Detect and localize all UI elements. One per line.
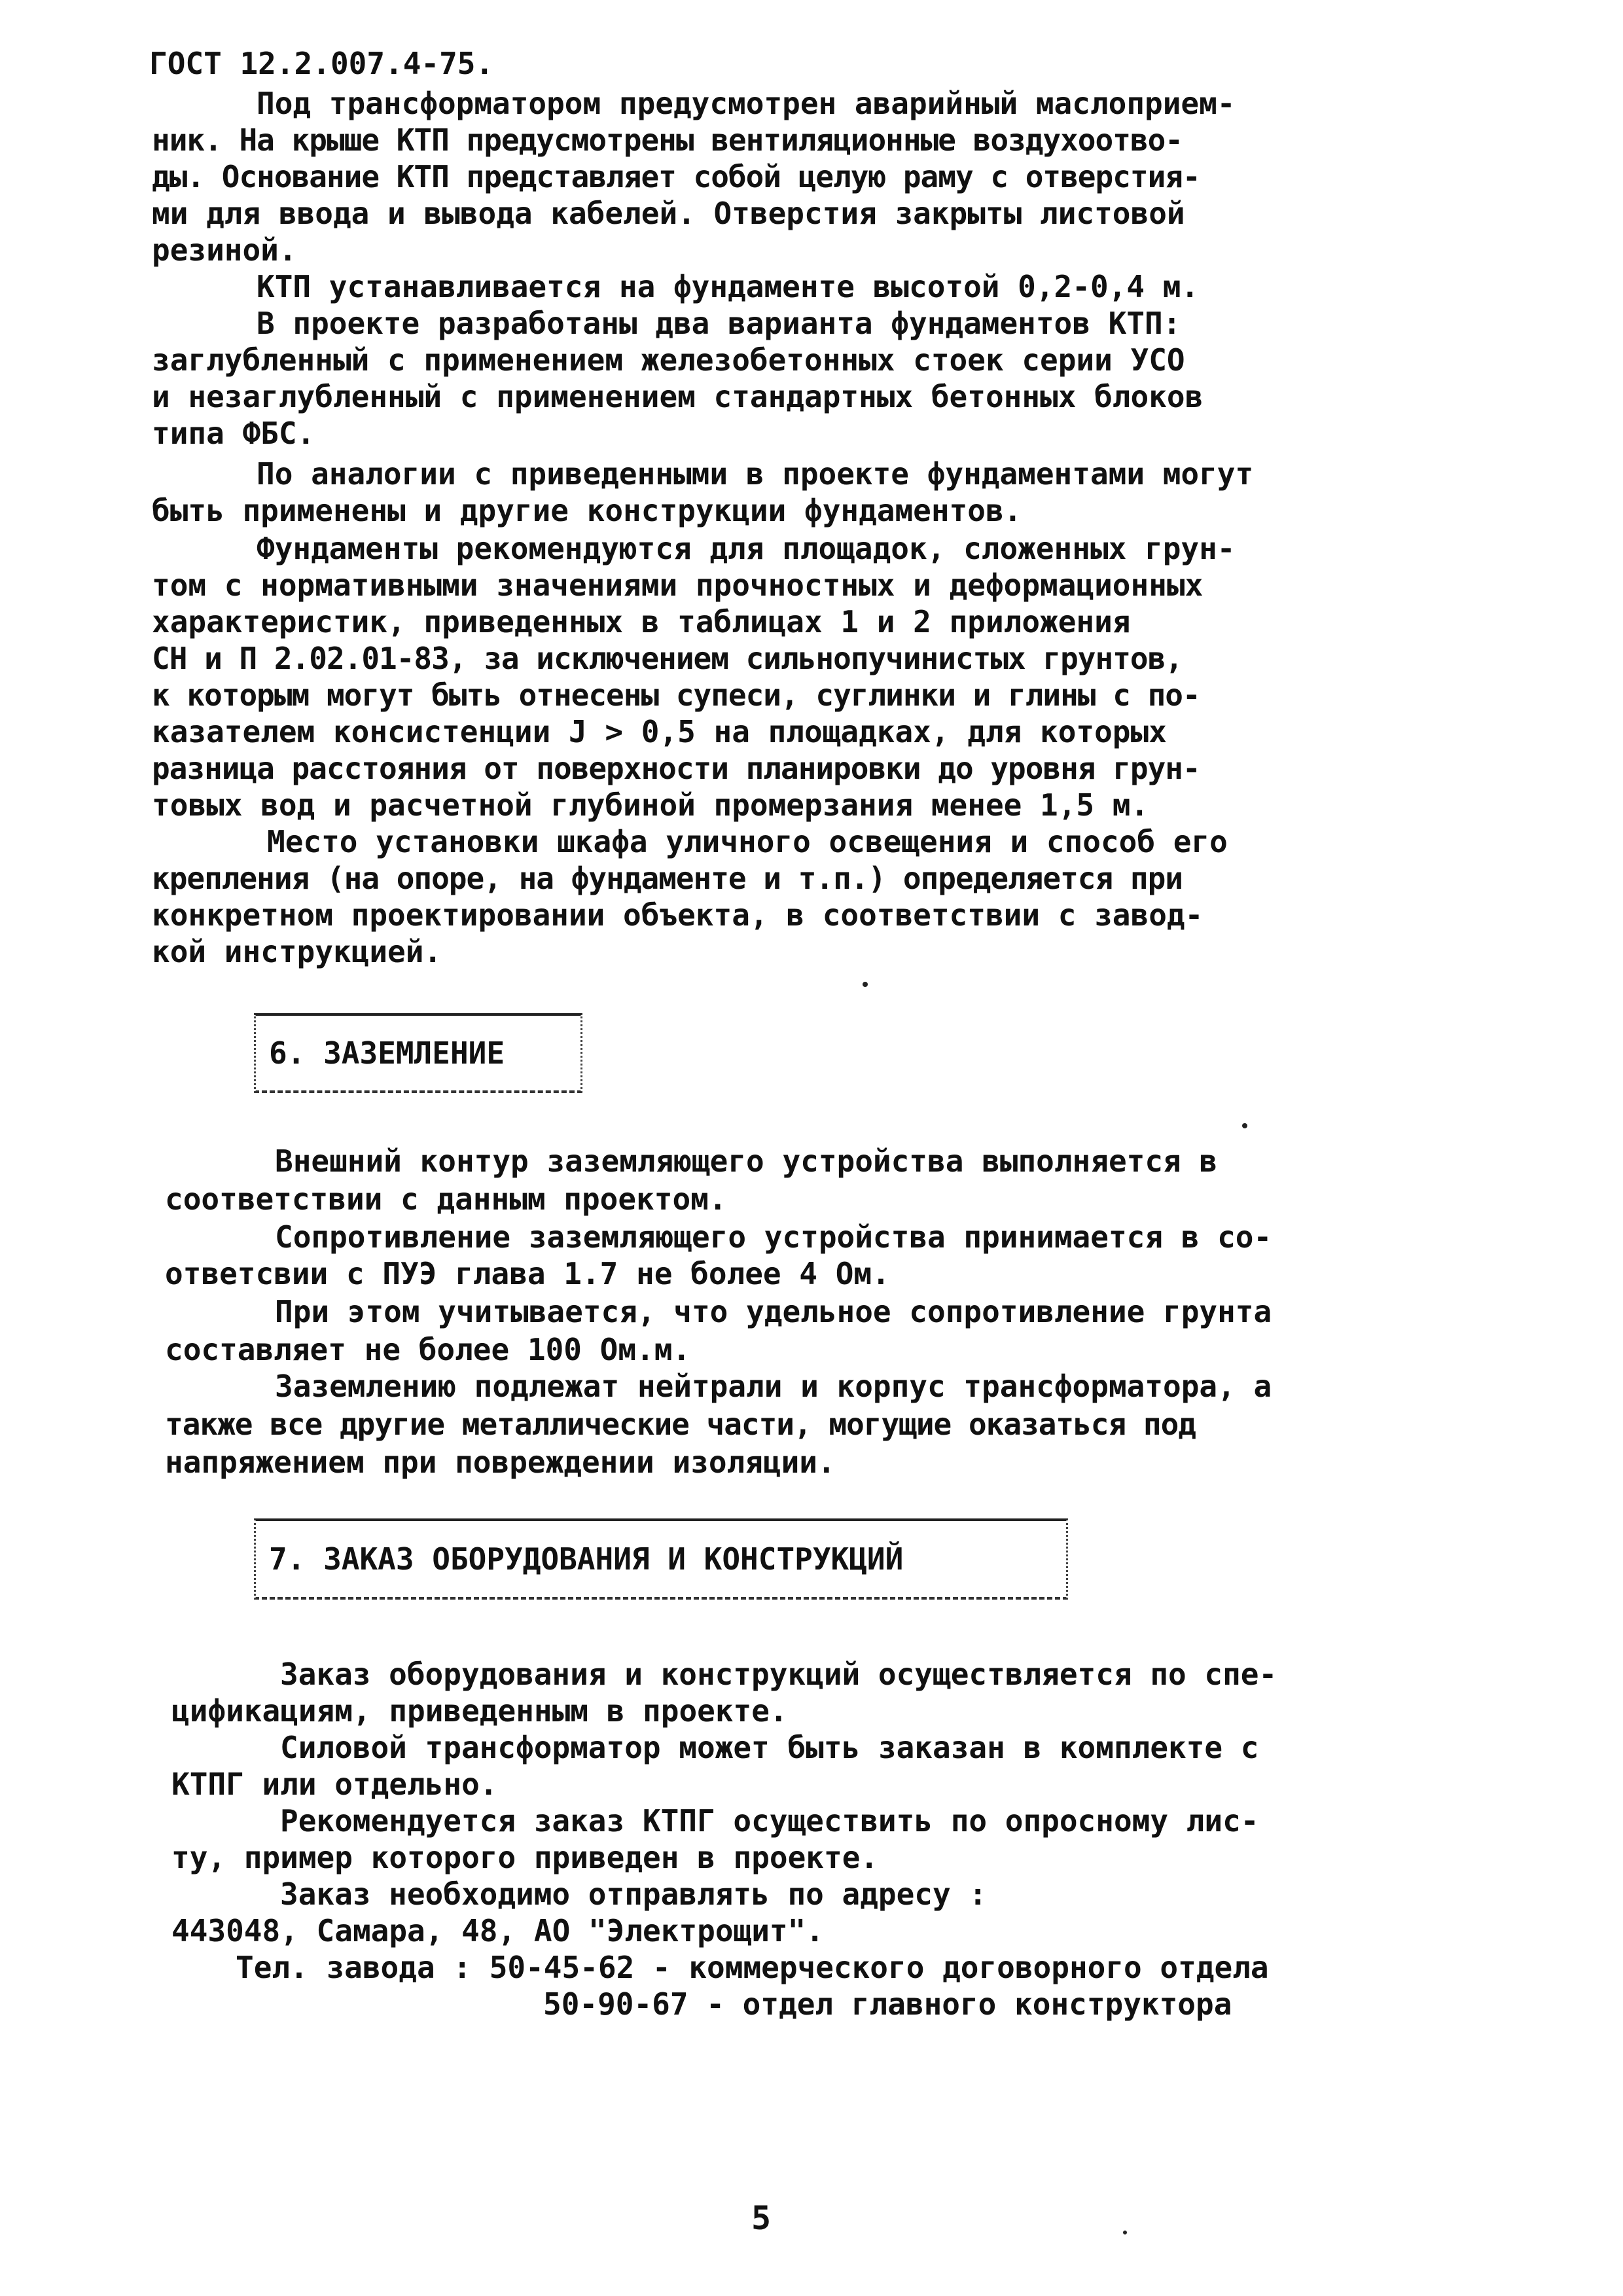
text-line: Заказ оборудования и конструкций осуществляется по спе- [280, 1657, 1277, 1692]
text-line: соответствии с данным проектом. [165, 1181, 727, 1217]
text-line: ник. На крыше КТП предусмотрены вентиляционные воздухоотво- [152, 122, 1183, 158]
text-line: напряжением при повреждении изоляции. [165, 1444, 836, 1480]
text-line: Сопротивление заземляющего устройства принимается в со- [275, 1219, 1272, 1255]
text-line: казателем консистенции J > 0,5 на площадках, для которых [152, 714, 1167, 749]
text-line: Фундаменты рекомендуются для площадок, сложенных грун- [257, 531, 1236, 566]
text-line: быть применены и другие конструкции фундаментов. [152, 493, 1022, 528]
text-line: СН и П 2.02.01-83, за исключением сильнопучинистых грунтов, [152, 641, 1183, 676]
text-line: и незаглубленный с применением стандартных бетонных блоков [152, 379, 1204, 414]
text-line: Внешний контур заземляющего устройства выполняется в [275, 1143, 1218, 1179]
text-line: конкретном проектировании объекта, в соответствии с завод- [152, 897, 1204, 933]
stray-mark [1242, 1123, 1247, 1128]
text-line: составляет не более 100 Ом.м. [165, 1332, 691, 1367]
text-line: заглубленный с применением железобетонных стоек серии УСО [152, 342, 1185, 378]
text-line: КТПГ или отдельно. [171, 1767, 498, 1802]
text-line: типа ФБС. [152, 416, 315, 451]
text-line: к которым могут быть отнесены супеси, суглинки и глины с по- [152, 677, 1200, 713]
text-line: Тел. завода : 50-45-62 - коммерческого договорного отдела [236, 1950, 1269, 1985]
text-line: Силовой трансформатор может быть заказан в комплекте с [280, 1730, 1259, 1765]
text-line: Заказ необходимо отправлять по адресу : [280, 1876, 988, 1912]
page-number: 5 [751, 2199, 772, 2237]
text-line: товых вод и расчетной глубиной промерзания менее 1,5 м. [152, 787, 1149, 823]
section-7-title: 7. ЗАКАЗ ОБОРУДОВАНИЯ И КОНСТРУКЦИЙ [269, 1541, 904, 1577]
text-line: По аналогии с приведенными в проекте фундаментами могут [257, 456, 1254, 492]
text-line: разница расстояния от поверхности планировки до уровня грун- [152, 751, 1200, 786]
text-line: резиной. [152, 232, 297, 268]
text-line: ту, пример которого приведен в проекте. [171, 1840, 879, 1875]
text-line: ды. Основание КТП представляет собой целую раму с отверстия- [152, 159, 1200, 194]
text-line: 443048, Самара, 48, АО "Электрощит". [171, 1913, 824, 1948]
section-7-box [254, 1518, 1068, 1600]
text-line: крепления (на опоре, на фундаменте и т.п.) определяется при [152, 861, 1183, 896]
text-line: Под трансформатором предусмотрен аварийный маслоприем- [257, 86, 1236, 121]
text-line: Рекомендуется заказ КТПГ осуществить по опросному лис- [280, 1803, 1259, 1839]
stray-mark [1123, 2231, 1127, 2234]
section-6-box [254, 1013, 582, 1093]
text-line: Место установки шкафа уличного освещения и способ его [267, 824, 1228, 859]
stray-mark [863, 982, 868, 987]
text-line: также все другие металлические части, могущие оказаться под [165, 1407, 1196, 1442]
document-header: ГОСТ 12.2.007.4-75. [149, 46, 494, 81]
text-line: Заземлению подлежат нейтрали и корпус трансформатора, а [275, 1369, 1272, 1404]
text-line: цификациям, приведенным в проекте. [171, 1693, 788, 1729]
text-line: характеристик, приведенных в таблицах 1 и 2 приложения [152, 604, 1131, 639]
text-line: том с нормативными значениями прочностных и деформационных [152, 567, 1204, 603]
section-6-title: 6. ЗАЗЕМЛЕНИЕ [269, 1035, 505, 1071]
text-line: При этом учитывается, что удельное сопротивление грунта [275, 1294, 1272, 1329]
text-line: 50-90-67 - отдел главного конструктора [543, 1986, 1232, 2022]
text-line: кой инструкцией. [152, 934, 442, 969]
text-line: КТП устанавливается на фундаменте высотой 0,2-0,4 м. [257, 269, 1200, 304]
text-line: ответсвии с ПУЭ глава 1.7 не более 4 Ом. [165, 1256, 890, 1291]
text-line: В проекте разработаны два варианта фундаментов КТП: [257, 306, 1181, 341]
text-line: ми для ввода и вывода кабелей. Отверстия закрыты листовой [152, 196, 1185, 231]
